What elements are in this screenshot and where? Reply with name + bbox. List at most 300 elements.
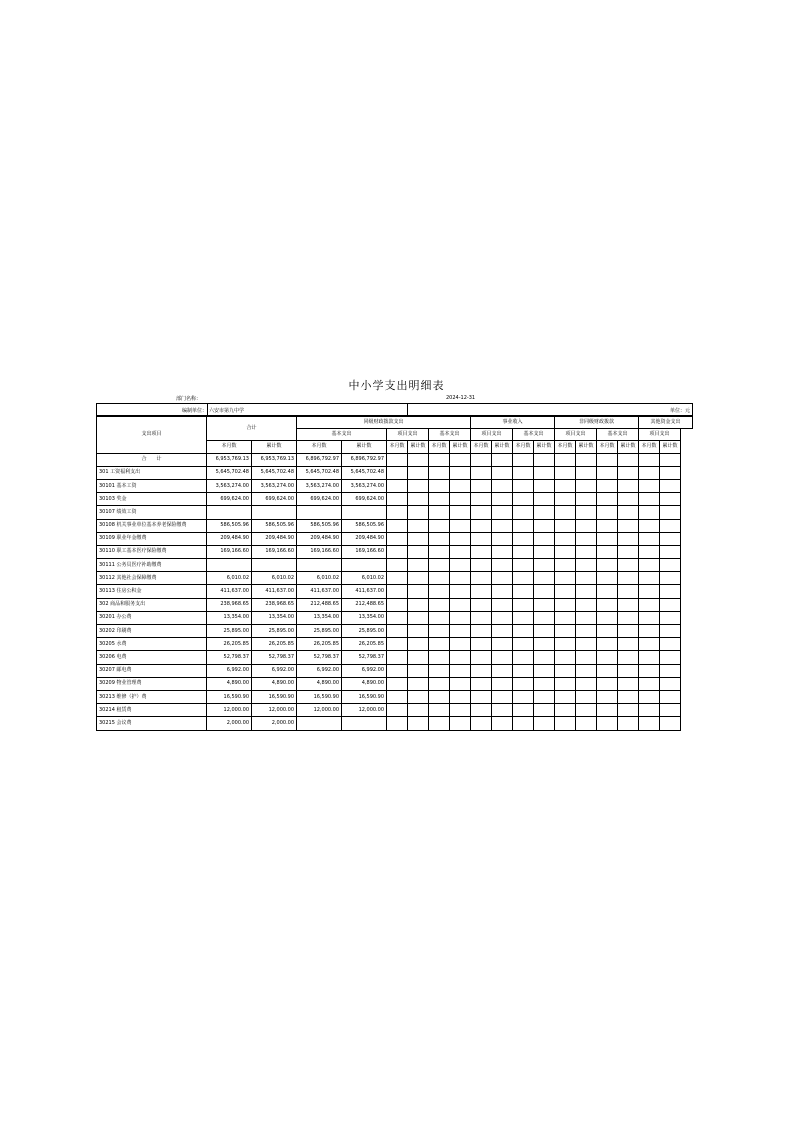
row-item-name: 30215 会议费 [97, 717, 207, 730]
row-empty-cell [450, 532, 471, 545]
table-row [97, 532, 693, 545]
row-empty-cell [660, 506, 681, 519]
row-fiscal-basic-cumulative: 12,000.00 [342, 704, 387, 717]
row-empty-cell [660, 572, 681, 585]
table-row [97, 585, 693, 598]
row-empty-cell [492, 651, 513, 664]
row-empty-cell [597, 611, 618, 624]
row-total-month: 13,354.00 [207, 611, 252, 624]
row-empty-cell [555, 506, 576, 519]
row-empty-cell [450, 519, 471, 532]
row-empty-cell [513, 506, 534, 519]
row-empty-cell [660, 545, 681, 558]
row-empty-cell [471, 545, 492, 558]
row-empty-cell [450, 677, 471, 690]
row-empty-cell [408, 704, 429, 717]
row-empty-cell [597, 704, 618, 717]
row-total-cumulative: 411,637.00 [252, 585, 297, 598]
header-month: 本月数 [297, 441, 342, 453]
row-empty-cell [555, 638, 576, 651]
row-empty-cell [450, 690, 471, 703]
row-empty-cell [387, 506, 408, 519]
row-empty-cell [597, 690, 618, 703]
row-empty-cell [387, 651, 408, 664]
row-empty-cell [639, 625, 660, 638]
row-empty-cell [492, 598, 513, 611]
row-empty-cell [576, 598, 597, 611]
row-empty-cell [576, 559, 597, 572]
row-empty-cell [387, 479, 408, 492]
row-empty-cell [576, 677, 597, 690]
row-fiscal-basic-month: 12,000.00 [297, 704, 342, 717]
row-empty-cell [429, 466, 450, 479]
row-empty-cell [387, 690, 408, 703]
header-month: 本月数 [471, 441, 492, 453]
row-empty-cell [555, 572, 576, 585]
row-empty-cell [534, 559, 555, 572]
row-fiscal-basic-cumulative: 4,890.00 [342, 677, 387, 690]
row-empty-cell [534, 532, 555, 545]
row-total-cumulative [252, 559, 297, 572]
header-fiscal: 同级财政拨款支出 [297, 417, 471, 429]
row-empty-cell [387, 532, 408, 545]
row-empty-cell [597, 559, 618, 572]
row-empty-cell [618, 559, 639, 572]
row-item-name: 301 工资福利支出 [97, 466, 207, 479]
table-row [97, 559, 693, 572]
row-empty-cell [660, 598, 681, 611]
row-empty-cell [660, 677, 681, 690]
row-empty-cell [408, 532, 429, 545]
row-empty-cell [408, 559, 429, 572]
row-empty-cell [429, 559, 450, 572]
row-empty-cell [492, 664, 513, 677]
row-fiscal-basic-month: 13,354.00 [297, 611, 342, 624]
row-empty-cell [555, 598, 576, 611]
row-empty-cell [513, 651, 534, 664]
row-empty-cell [471, 519, 492, 532]
row-empty-cell [618, 585, 639, 598]
row-empty-cell [513, 559, 534, 572]
row-empty-cell [513, 545, 534, 558]
row-empty-cell [387, 466, 408, 479]
row-empty-cell [408, 466, 429, 479]
row-empty-cell [639, 559, 660, 572]
table-row [97, 572, 693, 585]
row-empty-cell [450, 611, 471, 624]
row-empty-cell [534, 545, 555, 558]
row-fiscal-basic-cumulative [342, 506, 387, 519]
row-empty-cell [492, 690, 513, 703]
row-empty-cell [513, 572, 534, 585]
row-empty-cell [429, 677, 450, 690]
row-empty-cell [492, 493, 513, 506]
row-empty-cell [387, 664, 408, 677]
row-fiscal-basic-cumulative [342, 717, 387, 730]
row-empty-cell [576, 664, 597, 677]
row-empty-cell [534, 493, 555, 506]
row-empty-cell [492, 532, 513, 545]
row-fiscal-basic-cumulative: 6,992.00 [342, 664, 387, 677]
row-empty-cell [660, 559, 681, 572]
row-empty-cell [513, 519, 534, 532]
row-empty-cell [639, 572, 660, 585]
row-empty-cell [387, 625, 408, 638]
row-fiscal-basic-month: 25,895.00 [297, 625, 342, 638]
row-empty-cell [576, 453, 597, 466]
row-fiscal-basic-month: 5,645,702.48 [297, 466, 342, 479]
row-item-name: 30112 其他社会保障缴费 [97, 572, 207, 585]
row-total-cumulative: 13,354.00 [252, 611, 297, 624]
table-row [97, 598, 693, 611]
row-empty-cell [408, 545, 429, 558]
row-empty-cell [429, 638, 450, 651]
row-empty-cell [387, 559, 408, 572]
header-cumulative: 累计数 [408, 441, 429, 453]
row-empty-cell [450, 585, 471, 598]
row-total-cumulative: 169,166.60 [252, 545, 297, 558]
row-item-name: 30202 印刷费 [97, 625, 207, 638]
row-empty-cell [450, 625, 471, 638]
row-empty-cell [555, 690, 576, 703]
row-fiscal-basic-month: 26,205.85 [297, 638, 342, 651]
row-total-cumulative [252, 506, 297, 519]
row-empty-cell [513, 453, 534, 466]
unit-label: 单位：元 [669, 408, 690, 414]
row-empty-cell [534, 651, 555, 664]
table-row [97, 545, 693, 558]
row-fiscal-basic-month: 169,166.60 [297, 545, 342, 558]
row-empty-cell [471, 585, 492, 598]
header-cumulative: 累计数 [534, 441, 555, 453]
row-item-name: 30214 租赁费 [97, 704, 207, 717]
row-empty-cell [639, 532, 660, 545]
row-empty-cell [492, 559, 513, 572]
row-empty-cell [471, 493, 492, 506]
row-empty-cell [639, 493, 660, 506]
row-empty-cell [576, 519, 597, 532]
row-empty-cell [471, 559, 492, 572]
row-empty-cell [492, 519, 513, 532]
table-row [97, 493, 693, 506]
row-empty-cell [576, 651, 597, 664]
row-empty-cell [408, 611, 429, 624]
table-row [97, 506, 693, 519]
row-total-month [207, 559, 252, 572]
row-empty-cell [534, 664, 555, 677]
row-item-name: 30113 住房公积金 [97, 585, 207, 598]
row-empty-cell [408, 625, 429, 638]
header-item: 支出项目 [97, 417, 207, 454]
header-total: 合计 [207, 417, 297, 441]
row-empty-cell [450, 466, 471, 479]
row-fiscal-basic-cumulative: 26,205.85 [342, 638, 387, 651]
row-empty-cell [639, 598, 660, 611]
header-cumulative: 累计数 [618, 441, 639, 453]
row-empty-cell [660, 690, 681, 703]
header-nonfiscal: 非同级财政拨款 [555, 417, 639, 429]
row-empty-cell [660, 532, 681, 545]
row-fiscal-basic-cumulative: 16,590.90 [342, 690, 387, 703]
header-month: 本月数 [555, 441, 576, 453]
table-row [97, 664, 693, 677]
row-empty-cell [618, 479, 639, 492]
row-empty-cell [534, 506, 555, 519]
row-empty-cell [555, 625, 576, 638]
row-empty-cell [387, 493, 408, 506]
header-month: 本月数 [429, 441, 450, 453]
row-empty-cell [492, 677, 513, 690]
row-fiscal-basic-cumulative: 5,645,702.48 [342, 466, 387, 479]
row-total-cumulative: 52,798.37 [252, 651, 297, 664]
row-empty-cell [534, 717, 555, 730]
row-empty-cell [387, 545, 408, 558]
row-total-month: 6,992.00 [207, 664, 252, 677]
row-empty-cell [429, 611, 450, 624]
row-empty-cell [618, 545, 639, 558]
row-empty-cell [387, 519, 408, 532]
row-fiscal-basic-cumulative: 3,563,274.00 [342, 479, 387, 492]
row-empty-cell [492, 611, 513, 624]
row-empty-cell [618, 651, 639, 664]
row-empty-cell [387, 704, 408, 717]
row-empty-cell [513, 493, 534, 506]
row-total-month: 6,953,769.13 [207, 453, 252, 466]
row-empty-cell [618, 453, 639, 466]
row-empty-cell [429, 572, 450, 585]
row-empty-cell [534, 625, 555, 638]
table-row [97, 453, 693, 466]
row-empty-cell [429, 506, 450, 519]
row-fiscal-basic-cumulative: 212,488.65 [342, 598, 387, 611]
row-total-cumulative: 209,484.90 [252, 532, 297, 545]
row-empty-cell [660, 519, 681, 532]
row-empty-cell [576, 493, 597, 506]
row-empty-cell [513, 690, 534, 703]
row-empty-cell [408, 651, 429, 664]
row-empty-cell [429, 453, 450, 466]
row-fiscal-basic-cumulative: 13,354.00 [342, 611, 387, 624]
row-total-cumulative: 2,000.00 [252, 717, 297, 730]
row-empty-cell [429, 585, 450, 598]
row-empty-cell [639, 506, 660, 519]
row-empty-cell [387, 677, 408, 690]
row-empty-cell [639, 479, 660, 492]
row-empty-cell [492, 479, 513, 492]
row-empty-cell [471, 466, 492, 479]
row-total-month: 699,624.00 [207, 493, 252, 506]
table-row [97, 651, 693, 664]
header-cumulative: 累计数 [252, 441, 297, 453]
row-empty-cell [408, 717, 429, 730]
header-fiscal-basic: 基本支出 [297, 429, 387, 441]
row-empty-cell [639, 638, 660, 651]
header-cumulative: 累计数 [342, 441, 387, 453]
row-empty-cell [639, 704, 660, 717]
row-empty-cell [576, 638, 597, 651]
row-empty-cell [639, 545, 660, 558]
row-empty-cell [660, 585, 681, 598]
row-empty-cell [408, 453, 429, 466]
row-empty-cell [660, 611, 681, 624]
row-empty-cell [660, 625, 681, 638]
row-empty-cell [450, 559, 471, 572]
row-total-month: 586,505.96 [207, 519, 252, 532]
row-total-cumulative: 6,992.00 [252, 664, 297, 677]
row-empty-cell [597, 585, 618, 598]
row-total-month: 4,890.00 [207, 677, 252, 690]
row-fiscal-basic-cumulative: 586,505.96 [342, 519, 387, 532]
row-item-name: 30110 职工基本医疗保险缴费 [97, 545, 207, 558]
row-empty-cell [471, 651, 492, 664]
row-empty-cell [618, 519, 639, 532]
row-total-cumulative: 26,205.85 [252, 638, 297, 651]
row-empty-cell [408, 677, 429, 690]
row-empty-cell [597, 664, 618, 677]
row-empty-cell [450, 545, 471, 558]
report-title: 中小学支出明细表 [348, 379, 445, 392]
row-empty-cell [597, 493, 618, 506]
row-empty-cell [471, 506, 492, 519]
row-empty-cell [597, 519, 618, 532]
row-empty-cell [429, 493, 450, 506]
row-empty-cell [429, 651, 450, 664]
row-empty-cell [534, 572, 555, 585]
row-empty-cell [471, 690, 492, 703]
row-empty-cell [618, 506, 639, 519]
row-total-month: 2,000.00 [207, 717, 252, 730]
row-empty-cell [387, 572, 408, 585]
row-empty-cell [471, 677, 492, 690]
row-fiscal-basic-month [297, 717, 342, 730]
row-empty-cell [534, 598, 555, 611]
row-total-cumulative: 699,624.00 [252, 493, 297, 506]
row-empty-cell [387, 611, 408, 624]
row-empty-cell [597, 598, 618, 611]
row-total-month: 5,645,702.48 [207, 466, 252, 479]
header-month: 本月数 [513, 441, 534, 453]
row-empty-cell [660, 651, 681, 664]
row-total-cumulative: 4,890.00 [252, 677, 297, 690]
row-empty-cell [618, 717, 639, 730]
row-empty-cell [387, 598, 408, 611]
row-empty-cell [660, 466, 681, 479]
row-fiscal-basic-cumulative: 25,895.00 [342, 625, 387, 638]
row-empty-cell [576, 717, 597, 730]
row-empty-cell [555, 664, 576, 677]
table-row [97, 704, 693, 717]
row-empty-cell [576, 466, 597, 479]
row-fiscal-basic-month: 6,010.02 [297, 572, 342, 585]
row-empty-cell [618, 690, 639, 703]
table-row [97, 466, 693, 479]
table-row [97, 638, 693, 651]
row-empty-cell [597, 572, 618, 585]
row-empty-cell [471, 611, 492, 624]
row-total-month [207, 506, 252, 519]
header-nonfiscal-basic: 基本支出 [513, 429, 555, 441]
row-empty-cell [555, 519, 576, 532]
row-empty-cell [534, 453, 555, 466]
table-row [97, 690, 693, 703]
row-total-month: 26,205.85 [207, 638, 252, 651]
row-empty-cell [387, 638, 408, 651]
row-empty-cell [534, 704, 555, 717]
row-empty-cell [492, 506, 513, 519]
header-month: 本月数 [597, 441, 618, 453]
row-empty-cell [408, 664, 429, 677]
row-fiscal-basic-cumulative [342, 559, 387, 572]
header-fiscal-project: 项目支出 [387, 429, 429, 441]
row-empty-cell [660, 453, 681, 466]
row-empty-cell [555, 651, 576, 664]
row-empty-cell [618, 704, 639, 717]
row-empty-cell [408, 585, 429, 598]
row-empty-cell [555, 466, 576, 479]
row-empty-cell [639, 690, 660, 703]
header-nonfiscal-project: 项目支出 [555, 429, 597, 441]
row-total-cumulative: 25,895.00 [252, 625, 297, 638]
row-empty-cell [555, 677, 576, 690]
row-empty-cell [471, 479, 492, 492]
expense-table [96, 416, 693, 731]
row-empty-cell [450, 493, 471, 506]
row-total-month: 169,166.60 [207, 545, 252, 558]
row-total-month: 3,563,274.00 [207, 479, 252, 492]
row-item-name: 30201 办公费 [97, 611, 207, 624]
row-empty-cell [513, 664, 534, 677]
department-label: 部门名称： [176, 396, 202, 402]
row-empty-cell [639, 717, 660, 730]
row-empty-cell [450, 664, 471, 677]
row-total-month: 12,000.00 [207, 704, 252, 717]
row-empty-cell [492, 572, 513, 585]
row-empty-cell [450, 717, 471, 730]
row-empty-cell [618, 611, 639, 624]
row-empty-cell [618, 638, 639, 651]
row-fiscal-basic-month: 4,890.00 [297, 677, 342, 690]
row-empty-cell [534, 466, 555, 479]
row-fiscal-basic-cumulative: 6,896,792.97 [342, 453, 387, 466]
row-empty-cell [513, 677, 534, 690]
header-business-basic: 基本支出 [429, 429, 471, 441]
row-item-name: 30209 物业管理费 [97, 677, 207, 690]
row-empty-cell [555, 479, 576, 492]
row-empty-cell [471, 532, 492, 545]
row-empty-cell [471, 598, 492, 611]
header-business-project: 项目支出 [471, 429, 513, 441]
row-fiscal-basic-month [297, 559, 342, 572]
row-empty-cell [513, 585, 534, 598]
row-empty-cell [534, 519, 555, 532]
row-empty-cell [513, 704, 534, 717]
row-empty-cell [408, 638, 429, 651]
row-empty-cell [555, 545, 576, 558]
row-empty-cell [576, 479, 597, 492]
header-business: 事业收入 [471, 417, 555, 429]
row-empty-cell [597, 506, 618, 519]
row-empty-cell [513, 717, 534, 730]
row-empty-cell [555, 453, 576, 466]
row-empty-cell [618, 664, 639, 677]
table-row [97, 519, 693, 532]
row-empty-cell [639, 611, 660, 624]
row-empty-cell [639, 585, 660, 598]
table-row [97, 611, 693, 624]
row-empty-cell [576, 585, 597, 598]
row-empty-cell [471, 572, 492, 585]
header-cumulative: 累计数 [492, 441, 513, 453]
